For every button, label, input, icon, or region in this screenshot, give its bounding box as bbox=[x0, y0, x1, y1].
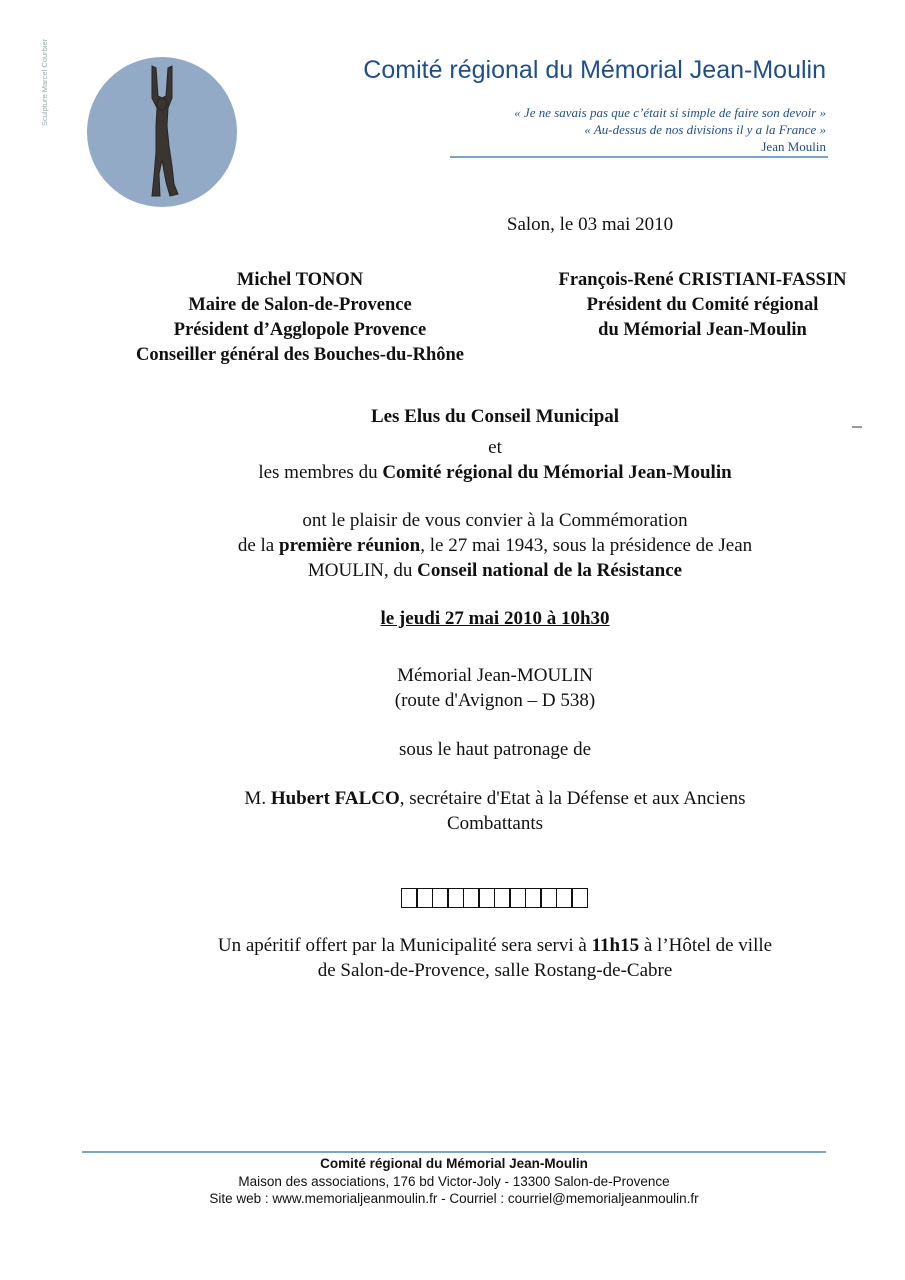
signatory-right-line-1: Président du Comité régional bbox=[586, 295, 819, 315]
venue-name: Mémorial Jean-MOULIN bbox=[397, 665, 593, 686]
invitation-line-1: ont le plaisir de vous convier à la Commémoration bbox=[302, 510, 688, 531]
invitation-line-2-a: de la bbox=[237, 535, 279, 556]
conjunction-et: et bbox=[488, 437, 502, 458]
signatory-left-line-1: Maire de Salon-de-Provence bbox=[188, 295, 412, 315]
signatory-right-name: François-René CRISTIANI-FASSIN bbox=[558, 270, 847, 290]
placeholder-box bbox=[401, 888, 418, 908]
placeholder-box bbox=[556, 888, 573, 908]
patron-title: , secrétaire d'Etat à la Défense et aux Anciens bbox=[399, 788, 746, 809]
aperitif-line-1-b: à l’Hôtel de ville bbox=[639, 935, 773, 956]
placeholder-box bbox=[540, 888, 557, 908]
footer-title: Comité régional du Mémorial Jean-Moulin bbox=[320, 1156, 588, 1171]
placeholder-box bbox=[432, 888, 449, 908]
signatory-left-line-3: Conseiller général des Bouches-du-Rhône bbox=[135, 345, 465, 365]
venue-route: (route d'Avignon – D 538) bbox=[394, 690, 596, 711]
patronage-line: sous le haut patronage de bbox=[398, 739, 592, 760]
footer-divider bbox=[82, 1151, 826, 1153]
placeholder-box bbox=[478, 888, 495, 908]
logo-caption: Sculpture Marcel Courbier bbox=[40, 38, 49, 126]
patron-paragraph bbox=[130, 786, 860, 836]
event-date: le jeudi 27 mai 2010 à 10h30 bbox=[380, 608, 610, 629]
patron-prefix: M. bbox=[244, 788, 271, 809]
placeholder-box bbox=[447, 888, 464, 908]
stray-mark bbox=[852, 426, 862, 428]
patron-name: Hubert FALCO bbox=[270, 788, 400, 809]
letter-date: Salon, le 03 mai 2010 bbox=[506, 214, 674, 235]
membres-committee: Comité régional du Mémorial Jean-Moulin bbox=[382, 462, 732, 483]
quote-author: Jean Moulin bbox=[761, 139, 826, 154]
placeholder-box bbox=[525, 888, 542, 908]
header-divider bbox=[450, 156, 828, 158]
signatory-right-line-2: du Mémorial Jean-Moulin bbox=[598, 320, 807, 340]
signatory-right bbox=[520, 268, 885, 343]
conseil-national-resistance: Conseil national de la Résistance bbox=[417, 560, 683, 581]
quote-line-1: « Je ne savais pas que c’était si simple de faire son devoir » bbox=[514, 105, 826, 120]
premiere-reunion: première réunion bbox=[279, 535, 421, 556]
patron-line-1 bbox=[130, 786, 860, 811]
elus-heading: Les Elus du Conseil Municipal bbox=[370, 406, 620, 427]
quote-line-2: « Au-dessus de nos divisions il y a la France » bbox=[584, 122, 826, 137]
invitation-line-2 bbox=[100, 533, 890, 558]
signatory-left bbox=[90, 268, 510, 368]
aperitif-time: 11h15 bbox=[591, 935, 640, 956]
placeholder-box bbox=[494, 888, 511, 908]
aperitif-paragraph bbox=[100, 933, 890, 983]
sculpture-figure-logo-icon bbox=[86, 56, 238, 208]
invitation-line-2-b: , le 27 mai 1943, sous la présidence de Jean bbox=[420, 535, 753, 556]
membres-line bbox=[100, 460, 890, 485]
aperitif-line-1 bbox=[100, 933, 890, 958]
placeholder-boxes bbox=[100, 884, 890, 909]
aperitif-line-2: de Salon-de-Provence, salle Rostang-de-Cabre bbox=[317, 960, 673, 981]
placeholder-box bbox=[509, 888, 526, 908]
membres-prefix: les membres du bbox=[258, 462, 383, 483]
signatory-left-name: Michel TONON bbox=[236, 270, 364, 290]
footer-contact: Site web : www.memorialjeanmoulin.fr - Courriel : courriel@memorialjeanmoulin.fr bbox=[209, 1191, 699, 1206]
placeholder-box bbox=[463, 888, 480, 908]
invitation-paragraph bbox=[100, 508, 890, 583]
invitation-line-3-a: MOULIN, du bbox=[307, 560, 418, 581]
patron-line-2: Combattants bbox=[446, 813, 544, 834]
placeholder-box bbox=[416, 888, 433, 908]
signatory-left-line-2: Président d’Agglopole Provence bbox=[173, 320, 427, 340]
invitation-line-3 bbox=[100, 558, 890, 583]
footer-address: Maison des associations, 176 bd Victor-Joly - 13300 Salon-de-Provence bbox=[238, 1174, 670, 1189]
venue bbox=[100, 663, 890, 713]
organization-title: Comité régional du Mémorial Jean-Moulin bbox=[363, 56, 826, 84]
aperitif-line-1-a: Un apéritif offert par la Municipalité sera servi à bbox=[217, 935, 592, 956]
placeholder-box bbox=[571, 888, 588, 908]
